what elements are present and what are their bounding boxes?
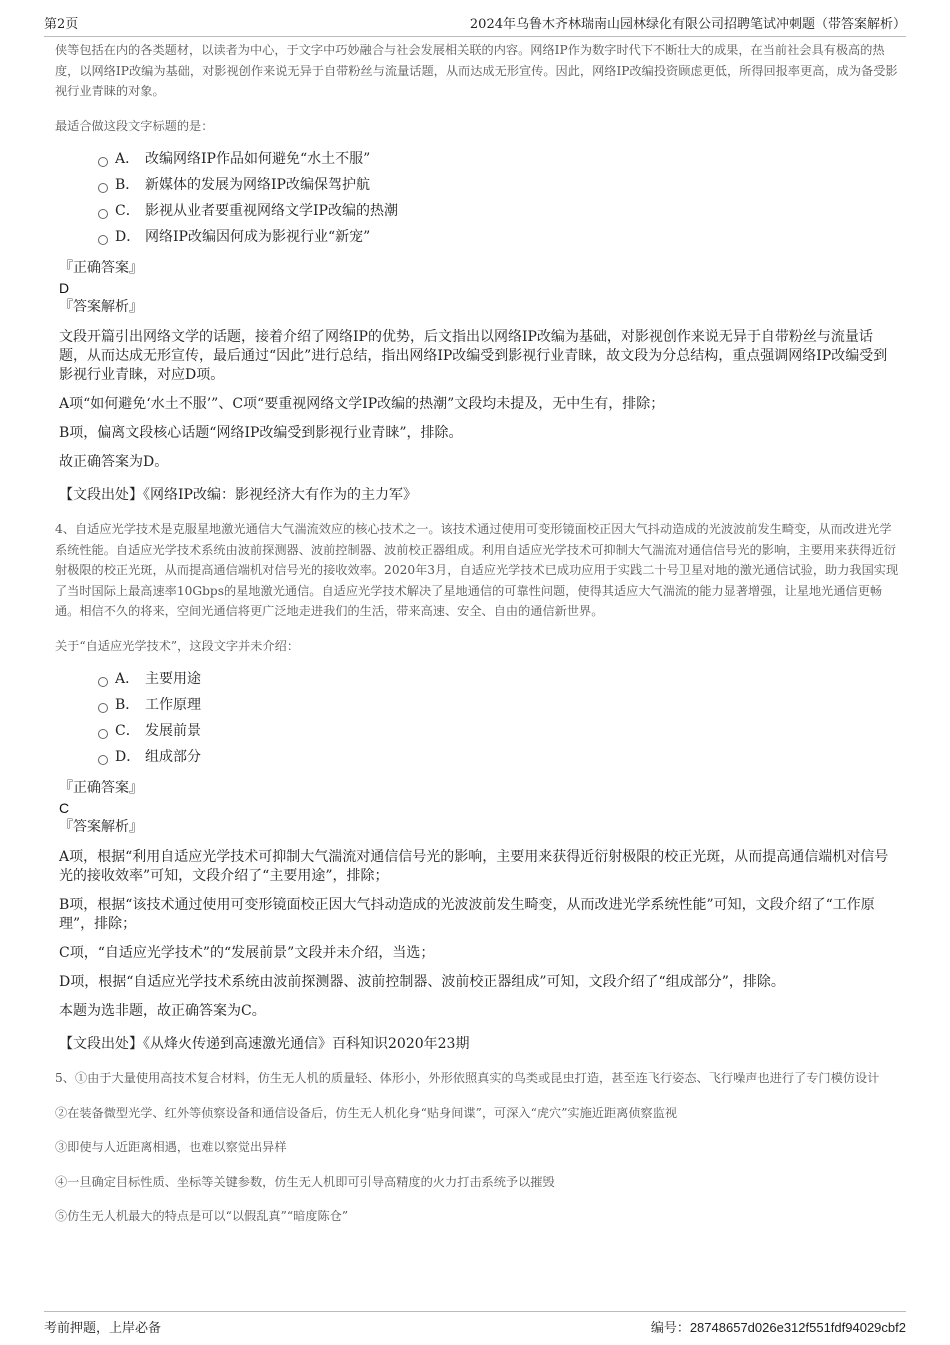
q4-options bbox=[55, 666, 900, 770]
q3-analysis-label: 『答案解析』 bbox=[59, 299, 143, 315]
option-text: 新媒体的发展为网络IP改编保驾护航 bbox=[145, 177, 370, 193]
q4-source: 【文段出处】《从烽火传递到高速激光通信》百科知识2020年23期 bbox=[59, 1036, 470, 1052]
option-letter: C． bbox=[115, 203, 140, 219]
q4-option-c[interactable] bbox=[55, 718, 900, 744]
radio-icon[interactable] bbox=[98, 157, 108, 167]
option-text: 工作原理 bbox=[145, 697, 201, 713]
q4-option-b[interactable] bbox=[55, 692, 900, 718]
q3-analysis-para: A项“如何避免‘水土不服’”、C项“要重视网络文学IP改编的热潮”文段均未提及，无中生有，排除； bbox=[59, 396, 665, 412]
footer-slogan: 考前押题，上岸必备 bbox=[44, 1321, 162, 1336]
document-body bbox=[55, 40, 900, 1241]
q3-answer: D bbox=[59, 280, 70, 296]
option-text: 改编网络IP作品如何避免“水土不服” bbox=[145, 151, 371, 167]
q5-item: ④一旦确定目标性质、坐标等关键参数，仿生无人机即可引导高精度的火力打击系统予以摧毁 bbox=[55, 1174, 555, 1189]
q3-option-d[interactable] bbox=[55, 224, 900, 250]
option-text: 组成部分 bbox=[145, 749, 201, 765]
q4-answer: C bbox=[59, 800, 70, 816]
page-header bbox=[44, 10, 906, 37]
radio-icon[interactable] bbox=[98, 677, 108, 687]
radio-icon[interactable] bbox=[98, 235, 108, 245]
q4-question: 关于“自适应光学技术”，这段文字并未介绍： bbox=[55, 638, 300, 653]
radio-icon[interactable] bbox=[98, 755, 108, 765]
option-text: 影视从业者要重视网络文学IP改编的热潮 bbox=[145, 203, 398, 219]
option-letter: B． bbox=[115, 697, 140, 713]
option-text: 网络IP改编因何成为影视行业“新宠” bbox=[145, 229, 371, 245]
q4-analysis-para: A项，根据“利用自适应光学技术可抑制大气湍流对通信信号光的影响，主要用来获得近衍射极限的校正光斑，从而提高通信端机对信号光的接收效率”可知，文段介绍了“主要用途”，排除； bbox=[59, 849, 889, 884]
radio-icon[interactable] bbox=[98, 183, 108, 193]
q3-options bbox=[55, 146, 900, 250]
radio-icon[interactable] bbox=[98, 209, 108, 219]
page-number: 第2页 bbox=[44, 17, 79, 32]
q3-source: 【文段出处】《网络IP改编：影视经济大有作为的主力军》 bbox=[59, 487, 417, 503]
document-title: 2024年乌鲁木齐林瑞南山园林绿化有限公司招聘笔试冲刺题（带答案解析） bbox=[469, 17, 906, 32]
option-letter: B． bbox=[115, 177, 140, 193]
q3-option-c[interactable] bbox=[55, 198, 900, 224]
q3-analysis-para: 故正确答案为D。 bbox=[59, 454, 169, 470]
option-letter: C． bbox=[115, 723, 140, 739]
radio-icon[interactable] bbox=[98, 729, 108, 739]
option-text: 主要用途 bbox=[145, 671, 201, 687]
option-letter: D． bbox=[115, 229, 141, 245]
option-letter: A． bbox=[115, 671, 140, 687]
document-code: 编号：28748657d026e312f551fdf94029cbf2 bbox=[650, 1320, 906, 1335]
q3-option-b[interactable] bbox=[55, 172, 900, 198]
q4-passage: 4、自适应光学技术是克服星地激光通信大气湍流效应的核心技术之一。该技术通过使用可变形镜面校正因大气抖动造成的光波波前发生畸变，从而改进光学系统性能。自适应光学技术系统由波前探测器、波前控制器、波前校正器组成。利用自适应光学技术可抑制大气湍流对通信信号光的影响，主要用来获得近衍射极限的校正光斑，从而提高通信端机对信号光的接收效率。2020年3月，自适应光学技术已成功应用于实践二十号卫星对地的激光通信试验，助力我国实现了当时国际上最高速率10Gbps的星地激光通信。自适应光学技术解决了星地通信的可靠性问题，使得其适应大气湍流的能力显著增强，让星地光通信更畅通。相信不久的将来，空间光通信将更广泛地走进我们的生活，带来高速、安全、自由的通信新世界。 bbox=[55, 522, 899, 618]
q5-item: ②在装备微型光学、红外等侦察设备和通信设备后，仿生无人机化身“贴身间谍”，可深入“虎穴”实施近距离侦察监视 bbox=[55, 1105, 678, 1120]
q4-analysis-para: D项，根据“自适应光学技术系统由波前探测器、波前控制器、波前校正器组成”可知，文段介绍了“组成部分”，排除。 bbox=[59, 974, 785, 990]
option-text: 发展前景 bbox=[145, 723, 201, 739]
q4-analysis-para: 本题为选非题，故正确答案为C。 bbox=[59, 1003, 266, 1019]
option-letter: D． bbox=[115, 749, 141, 765]
q3-analysis-para: 文段开篇引出网络文学的话题，接着介绍了网络IP的优势，后文指出以网络IP改编为基础，对影视创作来说无异于自带粉丝与流量话题，从而达成无形宣传，最后通过“因此”进行总结，指出网络IP改编受到影视行业青睐，故文段为分总结构，重点强调网络IP改编受到影视行业青睐，对应D项。 bbox=[59, 329, 888, 383]
q5-item: ③即使与人近距离相遇，也难以察觉出异样 bbox=[55, 1140, 287, 1154]
q4-analysis-label: 『答案解析』 bbox=[59, 819, 143, 835]
option-letter: A． bbox=[115, 151, 140, 167]
q4-option-a[interactable] bbox=[55, 666, 900, 692]
page-footer bbox=[44, 1311, 906, 1340]
q3-analysis-para: B项，偏离文段核心话题“网络IP改编受到影视行业青睐”，排除。 bbox=[59, 425, 463, 441]
q4-analysis-para: C项，“自适应光学技术”的“发展前景”文段并未介绍，当选； bbox=[59, 945, 435, 961]
q5-item: ⑤仿生无人机最大的特点是可以“以假乱真”“暗度陈仓” bbox=[55, 1209, 349, 1223]
q3-passage: 侠等包括在内的各类题材，以读者为中心，于文字中巧妙融合与社会发展相关联的内容。网络IP作为数字时代下不断壮大的成果，在当前社会具有极高的热度，以网络IP改编为基础，对影视创作来说无异于自带粉丝与流量话题，从而达成无形宣传。因此，网络IP改编投资顾虑更低，所得回报率更高，成为备受影视行业青睐的对象。 bbox=[55, 43, 898, 98]
q4-analysis-para: B项，根据“该技术通过使用可变形镜面校正因大气抖动造成的光波波前发生畸变，从而改进光学系统性能”可知，文段介绍了“工作原理”，排除； bbox=[59, 897, 875, 932]
q5-item: 5、①由于大量使用高技术复合材料，仿生无人机的质量轻、体形小，外形依照真实的鸟类或昆虫打造，甚至连飞行姿态、飞行噪声也进行了专门模仿设计 bbox=[55, 1071, 880, 1085]
q3-answer-label: 『正确答案』 bbox=[59, 260, 143, 276]
q4-option-d[interactable] bbox=[55, 744, 900, 770]
q3-option-a[interactable] bbox=[55, 146, 900, 172]
radio-icon[interactable] bbox=[98, 703, 108, 713]
q4-answer-label: 『正确答案』 bbox=[59, 780, 143, 796]
q3-question: 最适合做这段文字标题的是： bbox=[55, 118, 214, 133]
